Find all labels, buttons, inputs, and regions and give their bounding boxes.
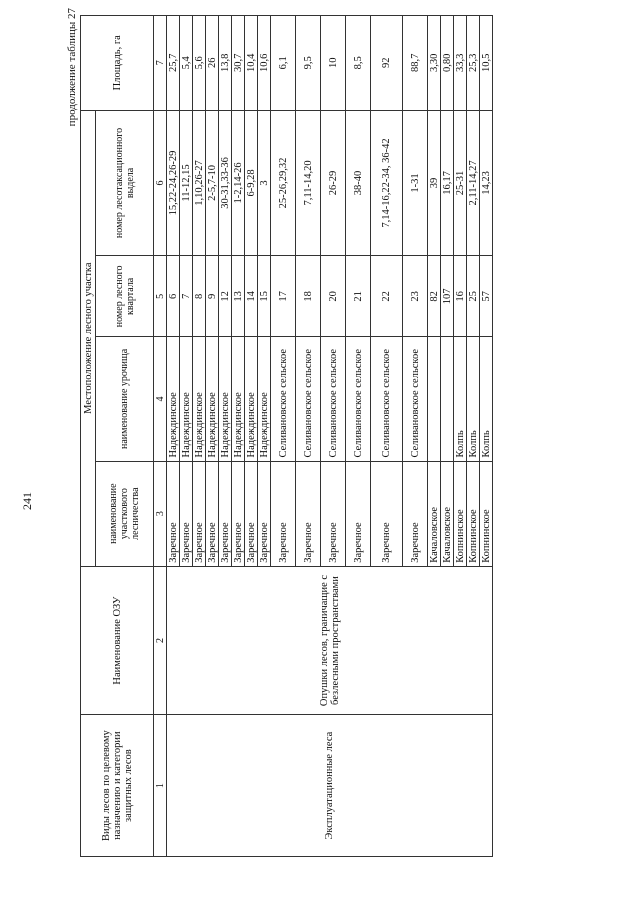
cell-allotment: 38-40 [346, 110, 371, 256]
cell-quarter: 57 [480, 256, 493, 337]
cell-allotment: 16,17 [441, 110, 454, 256]
cell-area: 25,7 [167, 16, 180, 111]
cell-district: Заречное [371, 461, 403, 566]
cell-district: Качаловское [428, 461, 441, 566]
cell-tract: Надеждинское [180, 337, 193, 461]
cell-district: Заречное [258, 461, 271, 566]
cell-district: Копнинское [454, 461, 467, 566]
header-ozu-name: Наименование ОЗУ [81, 566, 154, 714]
header-allotment: номер лесотаксационного выдела [96, 110, 154, 256]
cell-quarter: 14 [245, 256, 258, 337]
column-number: 7 [154, 16, 167, 111]
cell-district: Заречное [271, 461, 296, 566]
cell-allotment: 2,11-14,27 [467, 110, 480, 256]
cell-area: 30,7 [232, 16, 245, 111]
cell-tract: Надеждинское [193, 337, 206, 461]
cell-allotment: 7,11-14,20 [296, 110, 321, 256]
cell-quarter: 8 [193, 256, 206, 337]
column-number: 2 [154, 566, 167, 714]
cell-allotment: 39 [428, 110, 441, 256]
cell-tract: Селивановское сельское [271, 337, 296, 461]
cell-district: Заречное [180, 461, 193, 566]
cell-area: 3,30 [428, 16, 441, 111]
cell-district: Копнинское [480, 461, 493, 566]
cell-quarter: 13 [232, 256, 245, 337]
cell-area: 88,7 [403, 16, 428, 111]
cell-tract: Надеждинское [167, 337, 180, 461]
cell-tract: Надеждинское [258, 337, 271, 461]
cell-tract [441, 337, 454, 461]
cell-allotment: 25-31 [454, 110, 467, 256]
header-district: наименование участкового лесничества [96, 461, 154, 566]
table-continuation-caption: продолжение таблицы 27 [66, 8, 78, 127]
cell-area: 10,6 [258, 16, 271, 111]
cell-allotment: 7,14-16,22-34, 36-42 [371, 110, 403, 256]
cell-area: 10,4 [245, 16, 258, 111]
cell-tract: Надеждинское [245, 337, 258, 461]
header-tract: наименование урочища [96, 337, 154, 461]
cell-district: Заречное [346, 461, 371, 566]
cell-tract: Надеждинское [219, 337, 232, 461]
cell-allotment: 3 [258, 110, 271, 256]
cell-allotment: 26-29 [321, 110, 346, 256]
cell-quarter: 107 [441, 256, 454, 337]
cell-allotment: 11-12,15 [180, 110, 193, 256]
header-area: Площадь, га [81, 16, 154, 111]
column-number: 3 [154, 461, 167, 566]
cell-district: Заречное [232, 461, 245, 566]
cell-tract: Колпь [467, 337, 480, 461]
cell-area: 0,80 [441, 16, 454, 111]
cell-quarter: 15 [258, 256, 271, 337]
cell-tract: Селивановское сельское [321, 337, 346, 461]
header-quarter: номер лесного квартала [96, 256, 154, 337]
cell-quarter: 20 [321, 256, 346, 337]
cell-area: 5,4 [180, 16, 193, 111]
cell-area: 26 [206, 16, 219, 111]
cell-tract [428, 337, 441, 461]
cell-tract: Надеждинское [206, 337, 219, 461]
cell-quarter: 21 [346, 256, 371, 337]
cell-area: 8,5 [346, 16, 371, 111]
cell-district: Качаловское [441, 461, 454, 566]
cell-tract: Колпь [454, 337, 467, 461]
cell-quarter: 82 [428, 256, 441, 337]
cell-forest-type: Эксплуатационные леса [167, 715, 493, 857]
column-number-row [154, 16, 167, 857]
cell-district: Заречное [296, 461, 321, 566]
cell-allotment: 1-2,14-26 [232, 110, 245, 256]
cell-tract: Колпь [480, 337, 493, 461]
cell-area: 25,3 [467, 16, 480, 111]
cell-district: Заречное [321, 461, 346, 566]
cell-district: Заречное [403, 461, 428, 566]
cell-area: 10 [321, 16, 346, 111]
header-location: Местоположение лесного участка [81, 110, 96, 566]
cell-district: Заречное [167, 461, 180, 566]
cell-area: 33,3 [454, 16, 467, 111]
forest-plots-table [80, 15, 493, 857]
cell-area: 5,6 [193, 16, 206, 111]
column-number: 5 [154, 256, 167, 337]
cell-allotment: 2-5,7-10 [206, 110, 219, 256]
cell-quarter: 6 [167, 256, 180, 337]
cell-quarter: 18 [296, 256, 321, 337]
cell-allotment: 6-9,28 [245, 110, 258, 256]
cell-allotment: 25-26,29,32 [271, 110, 296, 256]
cell-area: 6,1 [271, 16, 296, 111]
cell-allotment: 14,23 [480, 110, 493, 256]
cell-quarter: 16 [454, 256, 467, 337]
cell-quarter: 7 [180, 256, 193, 337]
cell-district: Копнинское [467, 461, 480, 566]
cell-allotment: 1,10,26-27 [193, 110, 206, 256]
cell-tract: Надеждинское [232, 337, 245, 461]
page-number: 241 [20, 492, 34, 510]
cell-quarter: 17 [271, 256, 296, 337]
cell-quarter: 23 [403, 256, 428, 337]
cell-district: Заречное [219, 461, 232, 566]
cell-ozu-name: Опушки лесов, граничащие с безлесными пространствами [167, 566, 493, 714]
cell-area: 10,5 [480, 16, 493, 111]
column-number: 1 [154, 715, 167, 857]
column-number: 6 [154, 110, 167, 256]
table-body [167, 16, 493, 857]
cell-district: Заречное [193, 461, 206, 566]
cell-allotment: 30-31,33-36 [219, 110, 232, 256]
cell-tract: Селивановское сельское [371, 337, 403, 461]
cell-district: Заречное [206, 461, 219, 566]
cell-area: 13,8 [219, 16, 232, 111]
cell-tract: Селивановское сельское [296, 337, 321, 461]
cell-area: 9,5 [296, 16, 321, 111]
cell-quarter: 12 [219, 256, 232, 337]
cell-quarter: 9 [206, 256, 219, 337]
cell-district: Заречное [245, 461, 258, 566]
column-number: 4 [154, 337, 167, 461]
cell-quarter: 22 [371, 256, 403, 337]
cell-tract: Селивановское сельское [346, 337, 371, 461]
cell-tract: Селивановское сельское [403, 337, 428, 461]
cell-area: 92 [371, 16, 403, 111]
cell-allotment: 15,22-24,26-29 [167, 110, 180, 256]
cell-allotment: 1-31 [403, 110, 428, 256]
table-row [167, 16, 180, 857]
header-forest-type: Виды лесов по целевому назначению и категории защитных лесов [81, 715, 154, 857]
cell-quarter: 25 [467, 256, 480, 337]
